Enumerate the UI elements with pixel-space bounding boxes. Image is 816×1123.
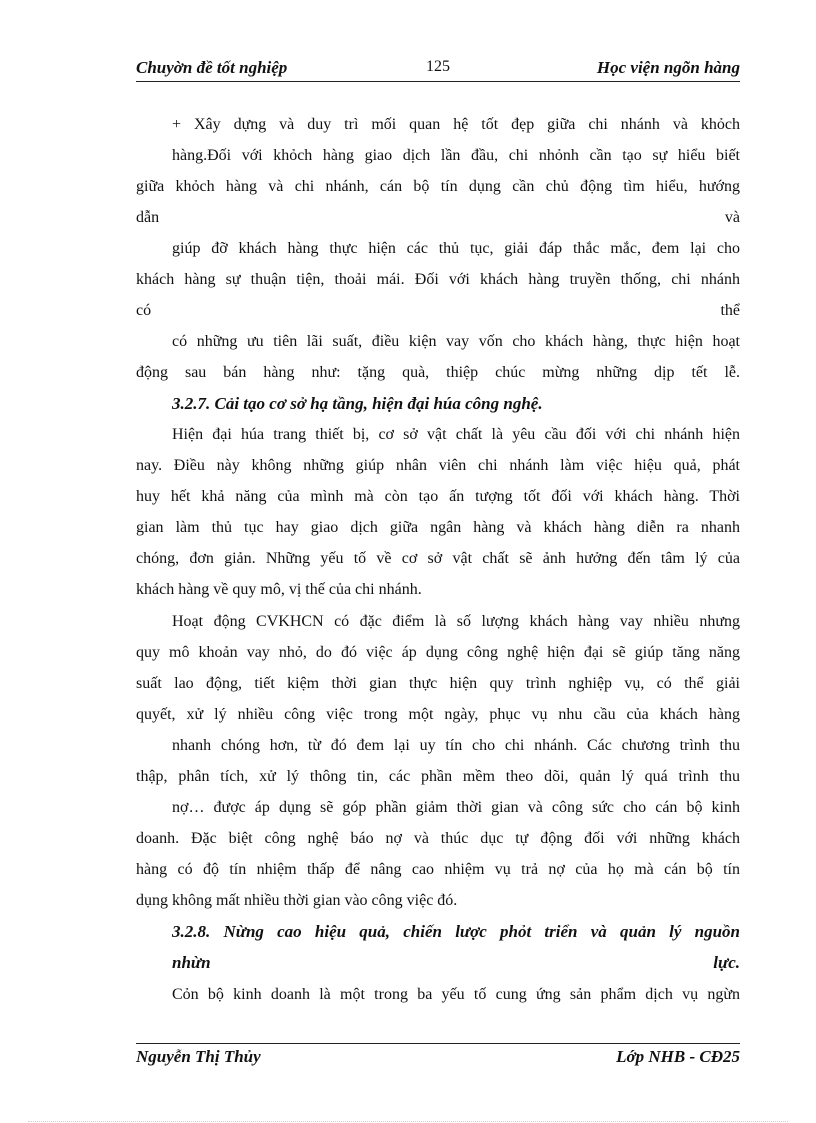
body-line: giữa khỏch hàng và chi nhánh, cán bộ tín dụng cần chủ động tìm hiểu, hướng: [136, 178, 740, 195]
body-line: thể: [720, 302, 740, 319]
footer-divider: [136, 1043, 740, 1044]
body-line: giúp đỡ khách hàng thực hiện các thủ tục, giải đáp thắc mắc, đem lại cho: [172, 240, 740, 257]
body-line: thập, phân tích, xử lý thông tin, các phần mềm theo dõi, quản lý quá trình thu: [136, 768, 740, 785]
header-title: Chuyờn đề tốt nghiệp: [136, 58, 288, 77]
body-line: nay. Điều này không những giúp nhân viên chi nhánh làm việc hiệu quả, phát: [136, 457, 740, 474]
body-line: khách hàng về quy mô, vị thế của chi nhánh.: [136, 581, 422, 598]
section-heading-continuation: nhừn: [172, 953, 211, 972]
body-line: Cỏn bộ kinh doanh là một trong ba yếu tố cung ứng sản phẩm dịch vụ ngừn: [172, 986, 740, 1003]
body-line: động sau bán hàng như: tặng quà, thiệp chúc mừng những dịp tết lễ.: [136, 364, 740, 381]
body-line: dẫn: [136, 209, 160, 226]
body-line: gian làm thủ tục hay giao dịch giữa ngân hàng và khách hàng diễn ra nhanh: [136, 519, 740, 536]
body-line: nợ… được áp dụng sẽ góp phần giảm thời gian và công sức cho cán bộ kinh: [172, 799, 740, 816]
body-line: có những ưu tiên lãi suất, điều kiện vay vốn cho khách hàng, thực hiện hoạt: [172, 333, 740, 350]
body-line: quy mô khoản vay nhỏ, do đó việc áp dụng công nghệ hiện đại sẽ giúp tăng năng: [136, 644, 740, 661]
body-line: Hiện đại húa trang thiết bị, cơ sở vật chất là yêu cầu đối với chi nhánh hiện: [172, 426, 740, 443]
section-heading-continuation: lực.: [713, 953, 740, 972]
page-bottom-edge: [28, 1121, 788, 1122]
header-divider: [136, 81, 740, 82]
body-line: hàng.Đối với khỏch hàng giao dịch lần đầu, chi nhỏnh cần tạo sự hiểu biết: [172, 147, 740, 164]
body-line: nhanh chóng hơn, từ đó đem lại uy tín cho chi nhánh. Các chương trình thu: [172, 737, 740, 754]
page-number: 125: [426, 58, 450, 75]
footer-author: Nguyễn Thị Thủy: [136, 1047, 261, 1066]
page-header: [136, 56, 740, 82]
body-line: Hoạt động CVKHCN có đặc điểm là số lượng khách hàng vay nhiều nhưng: [172, 613, 740, 630]
body-line: suất lao động, tiết kiệm thời gian thực hiện quy trình nghiệp vụ, có thể giải: [136, 675, 740, 692]
section-heading-3-2-7: 3.2.7. Cải tạo cơ sở hạ tầng, hiện đại húa công nghệ.: [172, 394, 543, 413]
section-heading-3-2-8: 3.2.8. Nừng cao hiệu quả, chiến lược phỏt triển và quản lý nguồn: [172, 922, 740, 941]
body-line: hàng có độ tín nhiệm thấp để nâng cao nhiệm vụ trả nợ của họ mà cán bộ tín: [136, 861, 740, 878]
body-line: có: [136, 302, 152, 319]
body-line: huy hết khả năng của mình mà còn tạo ấn tượng tốt đối với khách hàng. Thời: [136, 488, 740, 505]
body-line: và: [724, 209, 740, 226]
body-line: doanh. Đặc biệt công nghệ báo nợ và thúc dục tự động đối với những khách: [136, 830, 740, 847]
body-line: chóng, đơn giản. Những yếu tố về cơ sở vật chất sẽ ảnh hưởng đến tâm lý của: [136, 550, 740, 567]
body-line: dụng không mất nhiều thời gian vào công việc đó.: [136, 892, 458, 909]
footer-class: Lớp NHB - CĐ25: [616, 1047, 740, 1066]
body-line: + Xây dựng và duy trì mối quan hệ tốt đẹp giữa chi nhánh và khỏch: [172, 116, 740, 133]
body-line: quyết, xử lý nhiều công việc trong một ngày, phục vụ nhu cầu của khách hàng: [136, 706, 740, 723]
body-line: khách hàng sự thuận tiện, thoải mái. Đối với khách hàng truyền thống, chi nhánh: [136, 271, 740, 288]
header-institution: Học viện ngõn hàng: [596, 58, 740, 77]
